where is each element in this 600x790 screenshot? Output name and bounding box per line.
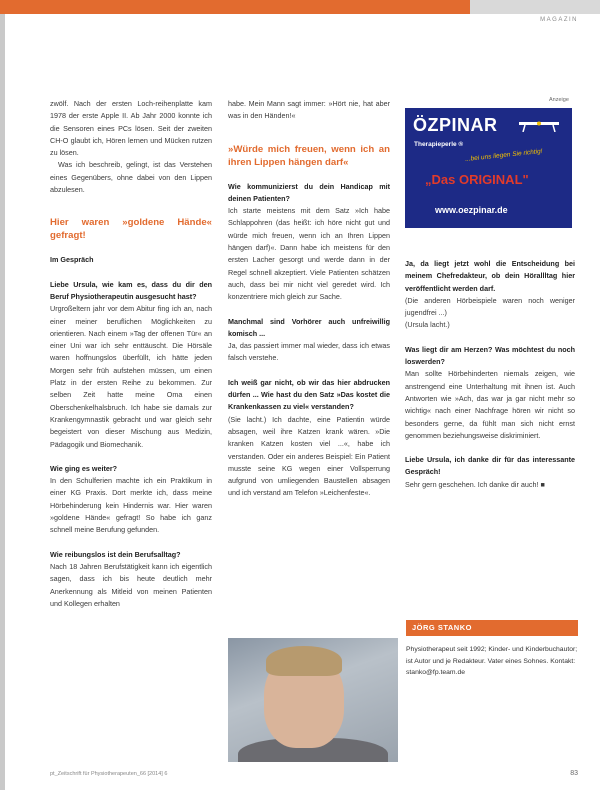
subheading: Im Gespräch <box>50 255 94 265</box>
section-heading: »Würde mich freuen, wenn ich an ihren Lippen hängen darf« <box>228 143 390 168</box>
ad-slogan: ...bei uns liegen Sie richtig! <box>464 147 543 164</box>
top-bar-orange <box>0 0 470 14</box>
ad-original: „Das ORIGINAL" <box>425 172 529 187</box>
column-2 <box>228 98 390 500</box>
top-bar-grey <box>470 0 600 14</box>
answer: Sehr gern geschehen. Ich danke dir auch! ■ <box>405 479 545 489</box>
paragraph: habe. Mein Mann sagt immer: »Hört nie, hat aber was in den Händen!« <box>228 99 390 121</box>
column-1 <box>50 98 212 610</box>
ad-url-link[interactable]: www.oezpinar.de <box>435 205 508 215</box>
author-box <box>228 620 578 762</box>
page-number: 83 <box>570 770 578 777</box>
page-edge <box>0 14 5 790</box>
ad-label: Anzeige <box>549 97 569 103</box>
answer: Ich starte meistens mit dem Satz »Ich habe Schlappohren (das heißt: ich höre nicht gut und würde mich freuen, wenn ich an Ihren Lippen hängen darf)«. Dann habe ich meistens für den ersten Lacher gesorgt und werde dann in der Regel schnell akzeptiert. Viele Patienten schätzen auch, dass bei mir nicht viel geredet wird. Ich konzentriere mich gleich zur Sache. <box>228 206 390 302</box>
footer-citation: pt_Zeitschrift für Physiotherapeuten_66 [2014] 6 <box>50 771 168 777</box>
author-photo <box>228 638 398 762</box>
question: Liebe Ursula, wie kam es, dass du dir den Beruf Physiotherapeutin ausgesucht hast? <box>50 279 212 301</box>
top-color-bar <box>0 0 600 14</box>
question: Was liegt dir am Herzen? Was möchtest du noch loswerden? <box>405 344 575 367</box>
section-label: MAGAZIN <box>540 17 578 23</box>
question: Ich weiß gar nicht, ob wir das hier abdrucken dürfen ... Wie hast du den Satz »Das kostet die Krankenkassen zu viel« verstanden? <box>228 377 390 412</box>
answer: (Sie lacht.) Ich dachte, eine Patientin würde absagen, weil ihre Katzen krank wären. »Die kranken Katzen kosten viel ...«, habe ich verstanden. Oder ein anderes Beispiel: Ein Patient musste seine KG wegen einer Vollsperrung aufgrund von umliegenden Baustellen absagen und ich verstand am Telefon »Leichenfeste«. <box>228 414 390 498</box>
paragraph: zwölf. Nach der ersten Loch-reihenplatte kam 1978 der erste Apple II. Ab Jahr 2000 konnte ich die Sensoren eines PCs lösen. Seit der zweiten CH-O glaubt ich, Hören lernen und Mücken rutzen zu lösen. <box>50 99 212 158</box>
author-bio: Physiotherapeut seit 1992; Kinder- und Kinderbuchautor; ist Autor und je Redakteur. Vater eines Sohnes. Kontakt: stanko@fp.team.de <box>406 646 578 676</box>
author-name-bar <box>406 620 578 636</box>
question: Liebe Ursula, ich danke dir für das interessante Gespräch! <box>405 455 575 477</box>
answer: In den Schulferien machte ich ein Praktikum in einer KG Praxis. Dort merkte ich, dass meine Hörbehinderung kein Hindernis war. Hier waren »goldene Hände« gefragt! So habe ich ganz schnell meine Berufung gefunden. <box>50 476 212 535</box>
question: Manchmal sind Vorhörer auch unfreiwillig komisch ... <box>228 316 390 338</box>
section-heading: Hier waren »goldene Hände« gefragt! <box>50 217 212 242</box>
question: Wie ging es weiter? <box>50 463 118 473</box>
ad-brand: ÖZPINAR <box>413 115 498 135</box>
answer: (Die anderen Hörbeispiele waren noch weniger jugendfrei ...) <box>405 295 575 318</box>
author-name: JÖRG STANKO <box>412 623 472 632</box>
column-3 <box>405 258 575 491</box>
ad-subtitle: Therapieperle ® <box>414 141 464 148</box>
answer: Nach 18 Jahren Berufstätigkeit kann ich eigentlich sagen, dass ich bis heute deutlich mehr Anerkennung als Mitleid von meinen Patienten und Kollegen erhalten <box>50 561 212 608</box>
answer: Man sollte Hörbehinderten niemals zeigen, wie anstrengend eine Unterhaltung mit ihnen ist. Auch Antworten wie »Ach, das war ja gar nicht mehr so wichtig« nach einer Nachfrage hören wir nicht so besonders gerne, da fühlt man sich nicht ernst genommen beziehungsweise diskriminiert. <box>405 369 575 440</box>
question: Wie kommunizierst du dein Handicap mit deinen Patienten? <box>228 181 390 203</box>
paragraph: Was ich beschreib, gelingt, ist das Verstehen eines Gegenübers, ohne dabei von den Lippen abzulesen. <box>50 160 212 195</box>
question: Ja, da liegt jetzt wohl die Entscheidung bei meinem Chefredakteur, ob dein Hörallltag hier veröffentlicht werden darf. <box>405 259 575 293</box>
answer: (Ursula lacht.) <box>405 320 450 330</box>
answer: Urgroßeltern jahr vor dem Abitur fing ich an, nach einer meiner beruflichen Möglichkeiten zu orientieren. Nach einem »Tag der offenen Tür« an einer Uni war ich sehr enttäuscht. Die Hörsäle waren hoffnungslos überfüllt, ich hätte jeden Morgen sehr früh aufstehen müssen, um einen Platz in der ersten Reihe zu bekommen. Zur selben Zeit hatte meine Oma einen Oberschenkelhalsbruch. Ich habe sie damals zur Krankengymnastik gebracht und war gleich sehr begeistert von dieser Mischung aus Medizin, Pädagogik und Biomechanik. <box>50 304 212 449</box>
massage-table-icon <box>517 120 561 132</box>
answer: Ja, das passiert immer mal wieder, dass ich etwas falsch verstehe. <box>228 341 390 363</box>
question: Wie reibungslos ist dein Berufsalltag? <box>50 549 181 559</box>
advertisement[interactable] <box>405 108 572 228</box>
